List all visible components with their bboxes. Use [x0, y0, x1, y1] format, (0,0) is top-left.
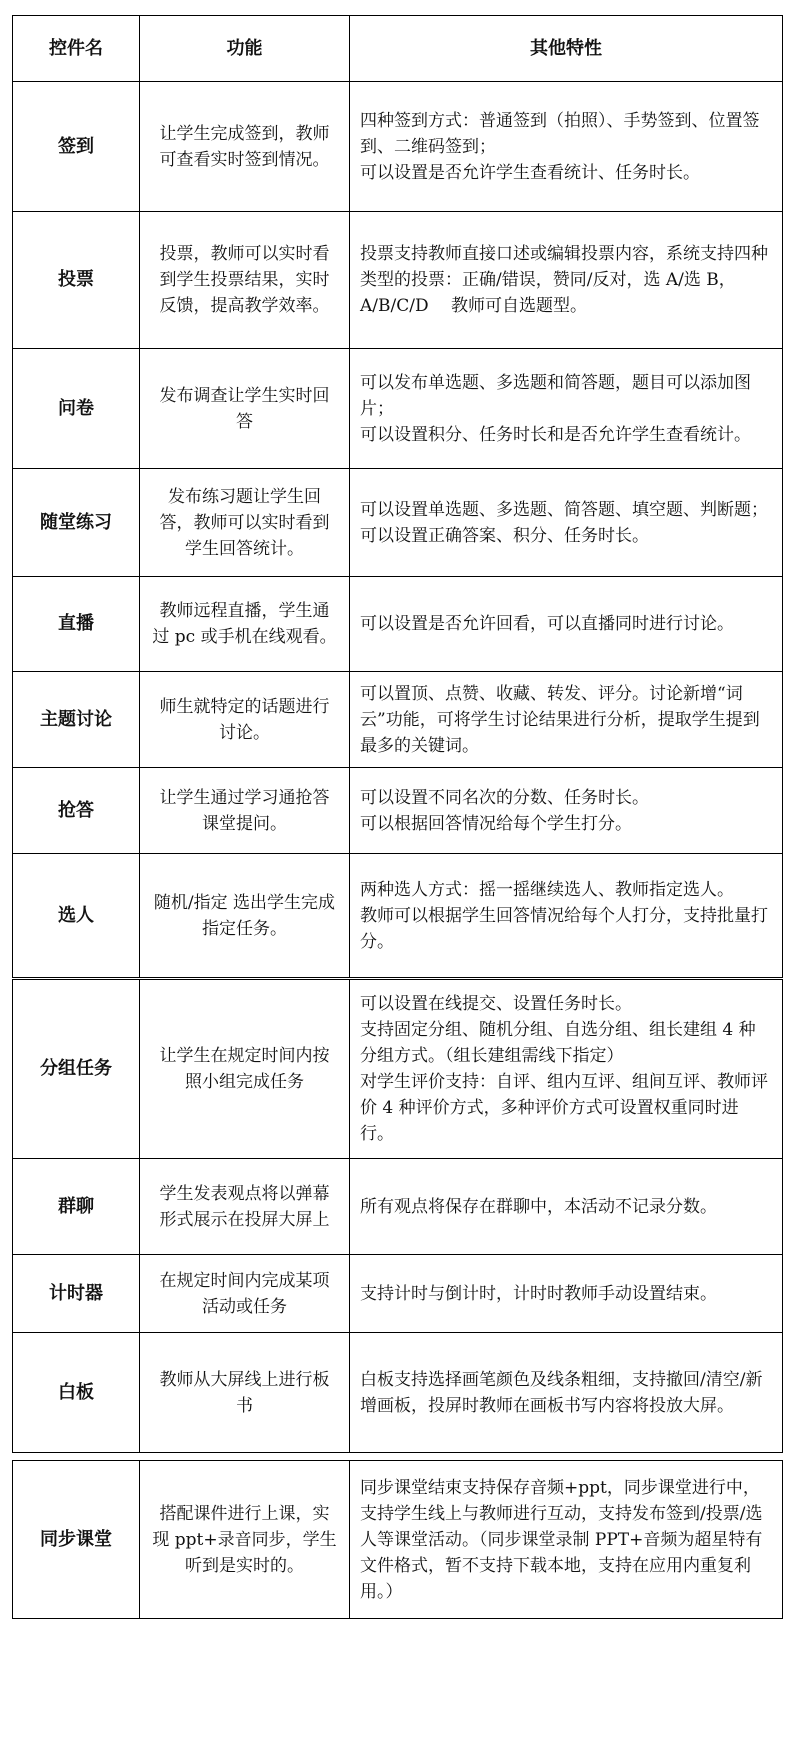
feature-line: 支持计时与倒计时，计时时教师手动设置结束。 [360, 1283, 717, 1304]
table-row [13, 1255, 783, 1333]
control-function: 教师远程直播，学生通过 pc 或手机在线观看。 [140, 577, 350, 672]
control-function: 发布调查让学生实时回答 [140, 349, 350, 469]
feature-line: 可以设置在线提交、设置任务时长。 [360, 994, 632, 1014]
feature-table [12, 15, 783, 1619]
feature-line: 可以发布单选题、多选题和简答题，题目可以添加图片； [360, 372, 751, 419]
control-name: 分组任务 [13, 979, 140, 1159]
table-row [13, 349, 783, 469]
table-header-row [13, 16, 783, 82]
header-other-features: 其他特性 [350, 16, 783, 82]
feature-line: 可以设置是否允许回看，可以直播同时进行讨论。 [360, 614, 734, 634]
feature-line: 白板支持选择画笔颜色及线条粗细，支持撤回/清空/新增画板，投屏时教师在画板书写内容将投放大屏。 [360, 1369, 763, 1416]
table-row [13, 469, 783, 577]
feature-line: 教师可以根据学生回答情况给每个人打分，支持批量打分。 [360, 905, 768, 952]
table-row [13, 1333, 783, 1453]
control-name: 主题讨论 [13, 672, 140, 768]
feature-line: 可以设置正确答案、积分、任务时长。 [360, 525, 649, 546]
table-row [13, 82, 783, 212]
feature-line: 四种签到方式：普通签到（拍照）、手势签到、位置签到、二维码签到； [360, 110, 760, 157]
feature-line: 可以设置是否允许学生查看统计、任务时长。 [360, 162, 700, 183]
feature-line: 可以设置不同名次的分数、任务时长。 [360, 787, 649, 808]
control-name: 选人 [13, 854, 140, 979]
table-row [13, 768, 783, 854]
control-function: 发布练习题让学生回答，教师可以实时看到学生回答统计。 [140, 469, 350, 577]
control-name: 计时器 [13, 1255, 140, 1333]
feature-line: 两种选人方式：摇一摇继续选人、教师指定选人。 [360, 879, 734, 900]
table-row [13, 212, 783, 349]
separator-cell [13, 1453, 783, 1461]
control-function: 学生发表观点将以弹幕形式展示在投屏大屏上 [140, 1159, 350, 1255]
control-name: 同步课堂 [13, 1461, 140, 1619]
header-function: 功能 [140, 16, 350, 82]
control-features [350, 1159, 783, 1255]
table-row [13, 1159, 783, 1255]
feature-line: 可以根据回答情况给每个学生打分。 [360, 813, 632, 834]
control-name: 随堂练习 [13, 469, 140, 577]
control-features [350, 979, 783, 1159]
control-features [350, 212, 783, 349]
control-features [350, 577, 783, 672]
control-features [350, 1255, 783, 1333]
control-features [350, 672, 783, 768]
control-function: 投票，教师可以实时看到学生投票结果，实时反馈，提高教学效率。 [140, 212, 350, 349]
control-function: 让学生在规定时间内按照小组完成任务 [140, 979, 350, 1159]
feature-line: 对学生评价支持：自评、组内互评、组间互评、教师评价 4 种评价方式，多种评价方式可设置权重同时进行。 [360, 1072, 768, 1144]
feature-line: 投票支持教师直接口述或编辑投票内容，系统支持四种类型的投票：正确/错误，赞同/反对，选 A/选 B，A/B/C/D 教师可自选题型。 [360, 244, 768, 316]
control-function: 在规定时间内完成某项活动或任务 [140, 1255, 350, 1333]
feature-document [12, 15, 782, 1619]
table-row [13, 672, 783, 768]
feature-line: 可以置顶、点赞、收藏、转发、评分。讨论新增“词云”功能，可将学生讨论结果进行分析，提取学生提到最多的关键词。 [360, 683, 760, 756]
table-row [13, 577, 783, 672]
control-function: 教师从大屏线上进行板书 [140, 1333, 350, 1453]
control-name: 问卷 [13, 349, 140, 469]
control-name: 签到 [13, 82, 140, 212]
control-name: 抢答 [13, 768, 140, 854]
feature-line: 所有观点将保存在群聊中，本活动不记录分数。 [360, 1196, 717, 1217]
control-features [350, 469, 783, 577]
control-function: 师生就特定的话题进行讨论。 [140, 672, 350, 768]
control-features [350, 349, 783, 469]
feature-line: 可以设置单选题、多选题、简答题、填空题、判断题； [360, 499, 768, 520]
control-function: 搭配课件进行上课，实现 ppt+录音同步，学生听到是实时的。 [140, 1461, 350, 1619]
control-features [350, 768, 783, 854]
table-row [13, 979, 783, 1159]
control-features [350, 854, 783, 979]
control-features [350, 1333, 783, 1453]
control-name: 直播 [13, 577, 140, 672]
control-features [350, 1461, 783, 1619]
control-features [350, 82, 783, 212]
table-row [13, 854, 783, 979]
control-function: 随机/指定 选出学生完成指定任务。 [140, 854, 350, 979]
table-row [13, 1461, 783, 1619]
control-function: 让学生通过学习通抢答课堂提问。 [140, 768, 350, 854]
feature-line: 可以设置积分、任务时长和是否允许学生查看统计。 [360, 424, 751, 445]
feature-line: 同步课堂结束支持保存音频+ppt，同步课堂进行中，支持学生线上与教师进行互动，支持发布签到/投票/选人等课堂活动。（同步课堂录制 PPT+音频为超星特有文件格式，暂不支持下载本地，支持在应用内重复利用。） [360, 1477, 763, 1602]
control-name: 白板 [13, 1333, 140, 1453]
control-function: 让学生完成签到，教师可查看实时签到情况。 [140, 82, 350, 212]
feature-line: 支持固定分组、随机分组、自选分组、组长建组 4 种分组方式。（组长建组需线下指定） [360, 1020, 756, 1066]
control-name: 投票 [13, 212, 140, 349]
control-name: 群聊 [13, 1159, 140, 1255]
table-separator [13, 1453, 783, 1461]
header-control-name: 控件名 [13, 16, 140, 82]
